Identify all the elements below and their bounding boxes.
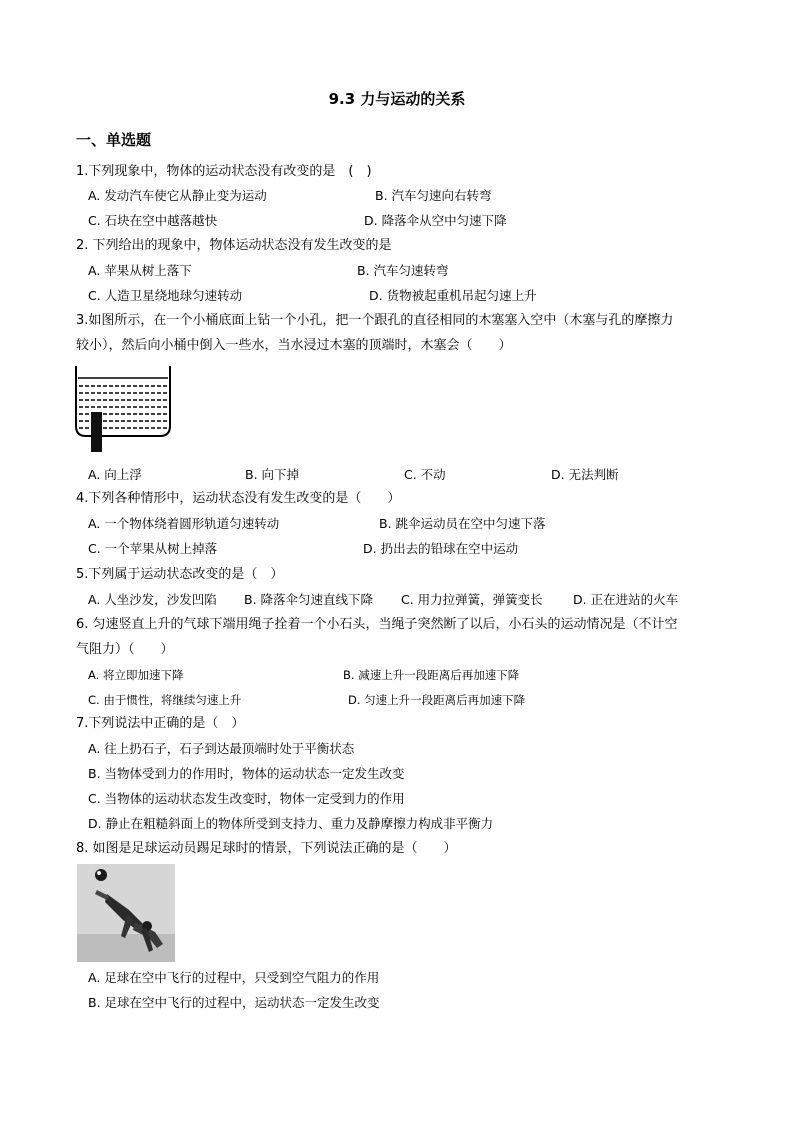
- question-2-option-d: D. 货物被起重机吊起匀速上升: [369, 288, 537, 303]
- question-2-option-c: C. 人造卫星绕地球匀速转动: [88, 288, 243, 303]
- question-2-stem: 2. 下列给出的现象中，物体运动状态没有发生改变的是: [76, 238, 392, 253]
- question-4-option-b: B. 跳伞运动员在空中匀速下落: [379, 516, 546, 531]
- question-3-option-b: B. 向下掉: [245, 467, 300, 482]
- question-5-option-d: D. 正在进站的火车: [573, 592, 679, 607]
- question-1-stem: 1.下列现象中，物体的运动状态没有改变的是 ( ): [76, 164, 372, 179]
- page-title: 9.3 力与运动的关系: [328, 90, 466, 108]
- question-7-option-c: C. 当物体的运动状态发生改变时，物体一定受到力的作用: [88, 791, 405, 806]
- question-6-option-d: D. 匀速上升一段距离后再加速下降: [348, 693, 526, 707]
- question-1-option-a: A. 发动汽车使它从静止变为运动: [88, 188, 267, 203]
- bucket-with-cork-figure: [74, 364, 172, 454]
- question-8-option-a: A. 足球在空中飞行的过程中，只受到空气阻力的作用: [88, 970, 380, 985]
- question-7-option-a: A. 往上扔石子，石子到达最顶端时处于平衡状态: [88, 741, 355, 756]
- question-8-stem: 8. 如图是足球运动员踢足球时的情景，下列说法正确的是（ ）: [76, 841, 457, 856]
- question-5-option-a: A. 人坐沙发，沙发凹陷: [88, 592, 217, 607]
- question-3-stem-line-1: 3.如图所示，在一个小桶底面上钻一个小孔，把一个跟孔的直径相同的木塞塞入空中（木塞与孔的摩擦力: [76, 313, 674, 328]
- question-1-option-c: C. 石块在空中越落越快: [88, 213, 218, 228]
- question-6-stem-line-2: 气阻力）（ ）: [76, 642, 174, 657]
- question-3-option-d: D. 无法判断: [551, 467, 619, 482]
- question-6-option-b: B. 减速上升一段距离后再加速下降: [343, 668, 520, 682]
- question-3-stem-line-2: 较小），然后向小桶中倒入一些水，当水浸过木塞的顶端时，木塞会（ ）: [76, 338, 512, 353]
- question-4-stem: 4.下列各种情形中，运动状态没有发生改变的是（ ）: [76, 491, 401, 506]
- question-2-option-b: B. 汽车匀速转弯: [357, 263, 449, 278]
- question-6-option-a: A. 将立即加速下降: [88, 668, 184, 682]
- question-1-option-b: B. 汽车匀速向右转弯: [375, 188, 492, 203]
- question-7-option-b: B. 当物体受到力的作用时，物体的运动状态一定发生改变: [88, 766, 405, 781]
- football-player-photo: [77, 864, 175, 962]
- section-heading: 一、单选题: [76, 131, 152, 149]
- question-7-stem: 7.下列说法中正确的是（ ）: [76, 716, 245, 731]
- question-5-option-c: C. 用力拉弹簧，弹簧变长: [401, 592, 543, 607]
- question-3-option-c: C. 不动: [404, 467, 446, 482]
- question-3-option-a: A. 向上浮: [88, 467, 142, 482]
- question-2-option-a: A. 苹果从树上落下: [88, 263, 192, 278]
- question-8-option-b: B. 足球在空中飞行的过程中，运动状态一定发生改变: [88, 995, 380, 1010]
- question-5-stem: 5.下列属于运动状态改变的是（ ）: [76, 567, 284, 582]
- question-5-option-b: B. 降落伞匀速直线下降: [244, 592, 374, 607]
- question-6-option-c: C. 由于惯性，将继续匀速上升: [88, 693, 242, 707]
- question-6-stem-line-1: 6. 匀速竖直上升的气球下端用绳子拴着一个小石头，当绳子突然断了以后，小石头的运动情况是（不计空: [76, 617, 678, 632]
- question-4-option-d: D. 扔出去的铅球在空中运动: [363, 541, 519, 556]
- question-1-option-d: D. 降落伞从空中匀速下降: [364, 213, 507, 228]
- question-4-option-a: A. 一个物体绕着圆形轨道匀速转动: [88, 516, 280, 531]
- question-7-option-d: D. 静止在粗糙斜面上的物体所受到支持力、重力及静摩擦力构成非平衡力: [88, 816, 494, 831]
- cork: [91, 412, 102, 452]
- question-4-option-c: C. 一个苹果从树上掉落: [88, 541, 218, 556]
